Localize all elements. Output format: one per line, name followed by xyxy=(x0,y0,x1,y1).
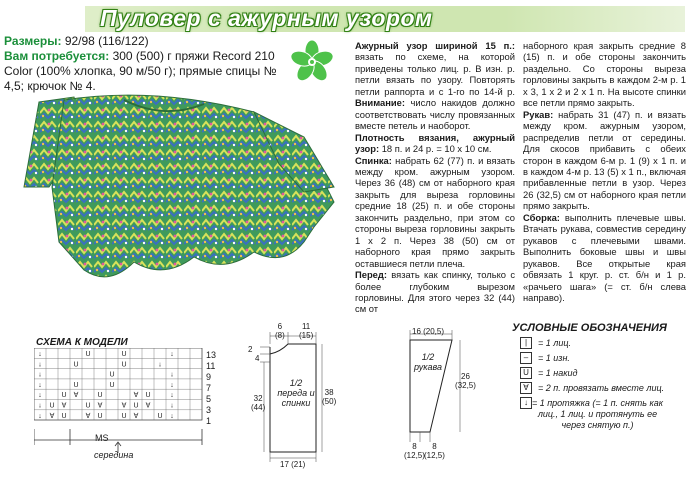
sizes-label: Размеры: xyxy=(4,34,62,48)
legend-k2tog: = 2 п. провязать вместе лиц. xyxy=(538,383,665,393)
chart-symbol: U xyxy=(97,412,103,420)
chart-symbol: ↓ xyxy=(38,351,42,358)
knit-symbol-icon: | xyxy=(520,337,532,349)
chart-symbol: U xyxy=(109,371,115,379)
gauge-label: Плотность вязания, ажурный узор: xyxy=(355,131,515,155)
page-title: Пуловер с ажурным узором xyxy=(100,5,433,31)
chart-symbol: U xyxy=(85,402,91,410)
chart-symbol: ↓ xyxy=(170,351,174,358)
chart-symbol: U xyxy=(109,381,115,389)
legend-purl: = 1 изн. xyxy=(538,353,570,363)
chart-symbol: ↓ xyxy=(38,361,42,369)
front-text: вязать как спинку, только с более глубоким вырезом горловины. Для этого через 32 (44) см от xyxy=(355,269,516,315)
chart-symbol: ∀ xyxy=(97,402,103,410)
purl-symbol-icon: – xyxy=(520,352,532,364)
chart-symbol: ↓ xyxy=(170,392,174,400)
gauge-text: 18 п. и 24 р. = 10 x 10 см. xyxy=(381,143,492,155)
assembly-label: Сборка: xyxy=(523,211,560,223)
chart-symbol: U xyxy=(121,351,127,358)
front-label: Перед: xyxy=(355,269,387,281)
sweater-photo xyxy=(4,92,339,302)
materials-info xyxy=(4,34,289,94)
chart-symbol: ∀ xyxy=(121,402,127,410)
center-label: середина xyxy=(94,450,134,460)
chart-symbol: ∀ xyxy=(49,412,55,420)
chart-symbol: ↓ xyxy=(38,392,42,400)
row-number: 11 xyxy=(206,361,216,371)
legend-title: УСЛОВНЫЕ ОБОЗНАЧЕНИЯ xyxy=(512,322,667,334)
sleeve-bottom-left-dim: 8 (12,5) xyxy=(404,442,425,460)
sleeve-pattern-label: 1/2 рукава xyxy=(414,352,442,372)
chart-symbol: ∀ xyxy=(133,392,139,400)
row-number: 7 xyxy=(206,383,212,393)
chart-symbol: ↓ xyxy=(38,412,42,420)
chart-symbol: ↓ xyxy=(170,412,174,420)
chart-symbol: U xyxy=(145,392,151,400)
row-number: 13 xyxy=(206,350,217,360)
ms-label: MS xyxy=(95,433,109,443)
front-continued-text: наборного края закрыть средние 8 (15) п. и обе стороны закончить раздельно. Со стороны выреза горловины закрыть в каждом 2-м р. 1 x 3, 1 x 2 и 2 x 1 п. На высоте спинки все петли прямо закрыть. xyxy=(523,40,686,109)
knitting-chart xyxy=(34,348,217,428)
sizes-value: 92/98 (116/122) xyxy=(64,34,149,48)
attention-label: Внимание: xyxy=(355,97,405,109)
chart-symbol: ∀ xyxy=(133,412,139,420)
chart-symbol: U xyxy=(73,361,79,369)
yarn-over-icon: U xyxy=(520,367,532,379)
body-pattern-label: 1/2 переда и спинки xyxy=(277,378,315,408)
chart-symbol: ∀ xyxy=(61,402,67,410)
body-height-right: 38 (50) xyxy=(322,388,337,406)
sleeve-bottom-right-dim: 8 (12,5) xyxy=(424,442,445,460)
chart-symbol: U xyxy=(61,412,67,420)
chart-symbol: ∀ xyxy=(145,402,151,410)
body-bottom-dim: 17 (21) xyxy=(280,460,306,469)
chart-symbol: ↓ xyxy=(158,361,162,369)
chart-symbol: ∀ xyxy=(73,392,79,400)
chart-symbol: U xyxy=(61,392,67,400)
chart-symbol: U xyxy=(97,392,103,400)
chart-symbol: ↓ xyxy=(170,381,174,389)
chart-symbol: U xyxy=(85,351,91,358)
row-number: 9 xyxy=(206,372,212,382)
sleeve-top-dim: 16 (20,5) xyxy=(412,327,445,336)
chart-symbol: U xyxy=(121,361,127,369)
chart-symbol: ↓ xyxy=(170,402,174,410)
pattern-text: вязать по схеме, на которой приведены только лиц. р. В изн. р. петли вязать по узору. Повторять петли раппорта и с 1-го по 14-й р. xyxy=(355,51,515,97)
legend-skp: = 1 протяжка (= 1 п. снять как лиц., 1 лиц. и протянуть ее через снятую п.) xyxy=(531,398,664,430)
chart-symbol: ↓ xyxy=(38,381,42,389)
chart-symbol: ↓ xyxy=(38,402,42,410)
sleeve-label: Рукав: xyxy=(523,108,554,120)
chart-symbol: ↓ xyxy=(38,371,42,379)
need-value: 300 (500) г пряжи Record 210 Color (100% хлопка, 90 м/50 г); прямые спицы № 4,5; крючок № 4. xyxy=(4,49,277,93)
chart-symbol: U xyxy=(73,381,79,389)
instructions-column-2 xyxy=(523,40,686,303)
instructions-column-1 xyxy=(355,40,515,315)
body-top-right-dim: 11 (15) xyxy=(299,322,314,340)
flower-icon xyxy=(290,40,334,84)
chart-symbol: U xyxy=(133,402,139,410)
row-number: 3 xyxy=(206,405,212,415)
k2tog-icon: ∀ xyxy=(520,382,532,394)
body-neck-2: 2 xyxy=(248,345,253,354)
body-top-left-dim: 6 (8) xyxy=(275,322,285,340)
legend-yarn-over: = 1 накид xyxy=(538,368,578,378)
attention-text: число накидов должно соответствовать числу провязанных вместе петель и наоборот. xyxy=(355,97,515,132)
scheme-title: СХЕМА К МОДЕЛИ xyxy=(36,337,128,348)
chart-symbol: ∀ xyxy=(85,412,91,420)
row-number: 1 xyxy=(206,416,212,426)
chart-symbol: U xyxy=(157,412,163,420)
body-height-left: 32 (44) xyxy=(251,394,266,412)
sleeve-text: набрать 31 (47) п. и вязать между кром. ажурным узором, распределив петли от середины. Для скосов прибавить с обеих сторон в каждом 6-м р. 1 (9) x 1 п. и в каждом 4-м р. 13 (5) x 1 п., включая прибавленные петли в узор. Через 26 (32,5) см от наборного края петли прямо закрыть. xyxy=(523,108,686,212)
assembly-text: выполнить плечевые швы. Втачать рукава, совместив середину рукавов с плечевыми швами. Выполнить боковые швы и швы рукавов. Все открытые края обвязать 1 круг. р. ст. б/н и 1 р. «рачьего шага» (= ст. б/н слева направо). xyxy=(523,211,686,303)
chart-symbol: ↓ xyxy=(170,371,174,379)
back-label: Спинка: xyxy=(355,154,392,166)
chart-symbol: U xyxy=(49,402,55,410)
sleeve-height-dim: 26 (32,5) xyxy=(455,372,476,390)
body-neck-4: 4 xyxy=(255,354,260,363)
need-label: Вам потребуется: xyxy=(4,49,110,63)
skp-icon: ↓ xyxy=(520,397,532,409)
pattern-label: Ажурный узор шириной 15 п.: xyxy=(355,40,515,51)
legend-knit: = 1 лиц. xyxy=(538,338,571,348)
chart-symbol: U xyxy=(121,412,127,420)
back-text: набрать 62 (77) п. и вязать между кром. ажурным узором. Через 36 (48) см от наборного края закрыть для выреза горловины средние 18 (25) п. и обе стороны закончить раздельно, при этом со стороны выреза горловины закрыть 1 x 2 п. Через 38 (50) см от наборного края прямо закрыть оставшиеся петли плеча. xyxy=(355,154,515,269)
row-number: 5 xyxy=(206,394,212,404)
